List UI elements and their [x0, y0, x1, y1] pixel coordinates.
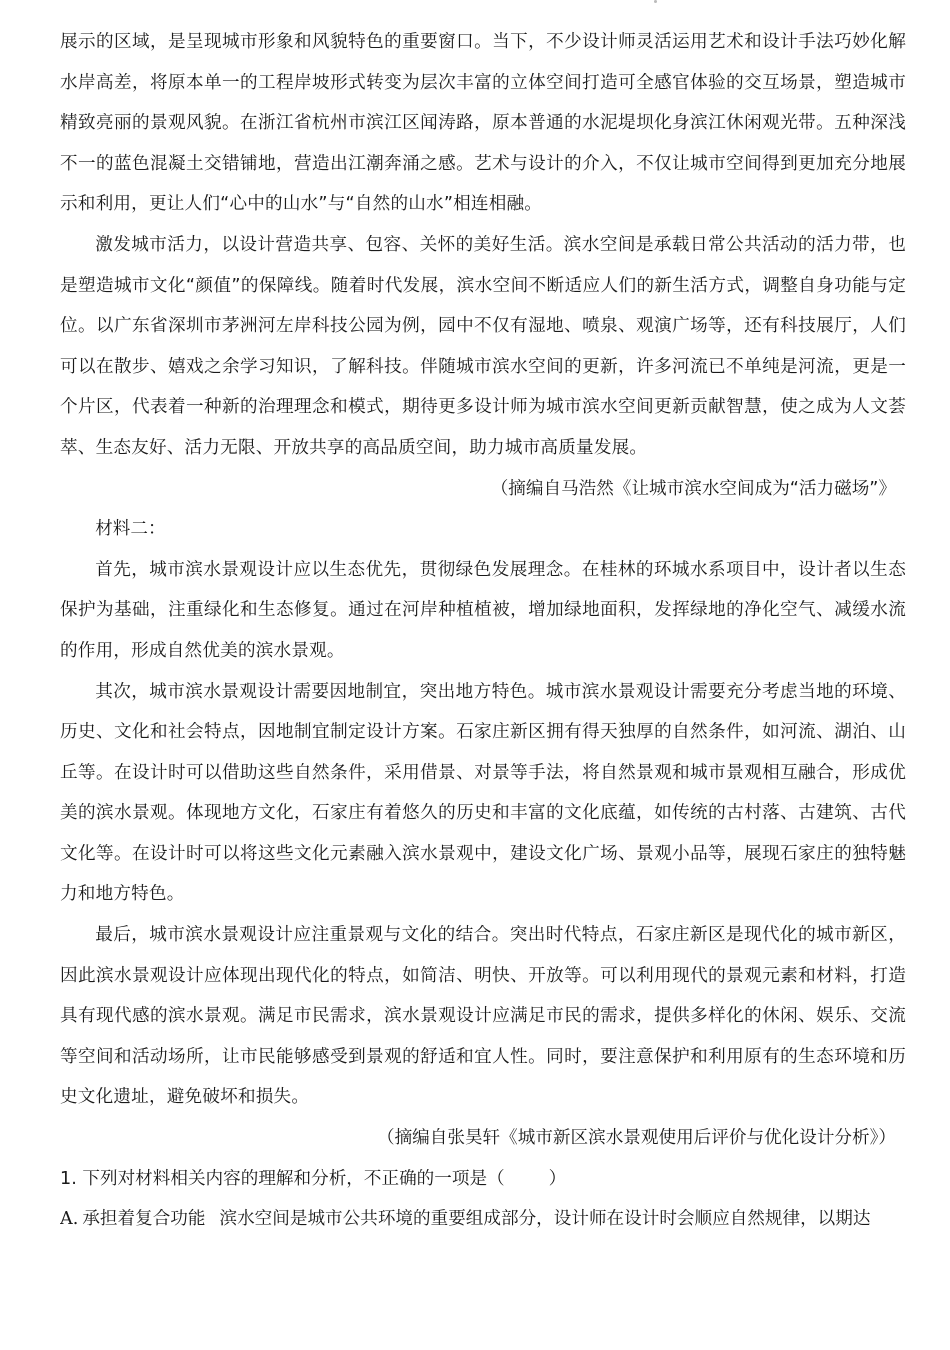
option-a-title: 承担着复合功能 [82, 1209, 206, 1230]
scan-speck [654, 0, 657, 3]
material1-paragraph-2: 激发城市活力，以设计营造共享、包容、关怀的美好生活。滨水空间是承载日常公共活动的活力带，也是塑造城市文化“颜值”的保障线。随着时代发展，滨水空间不断适应人们的新生活方式，调整自身功能与定位。以广东省深圳市茅洲河左岸科技公园为例，园中不仅有湿地、喷泉、观演广场等，还有科技展厅，人们可以在散步、嬉戏之余学习知识，了解科技。伴随城市滨水空间的更新，许多河流已不单纯是河流，更是一个片区，代表着一种新的治理理念和模式，期待更多设计师为城市滨水空间更新贡献智慧，使之成为人文荟萃、生态友好、活力无限、开放共享的高品质空间，助力城市高质量发展。 [60, 234, 906, 458]
option-a-letter: A. [60, 1209, 79, 1230]
question-1-stem [60, 1159, 906, 1200]
material1-source: （摘编自马浩然《让城市滨水空间成为“活力磁场”》 [490, 478, 896, 499]
question-1-option-a [60, 1199, 906, 1240]
document-body [60, 22, 906, 1240]
question-1-stem-text: 1. 下列对材料相关内容的理解和分析，不正确的一项是（ [60, 1168, 505, 1189]
question-1-stem-close: ） [548, 1168, 567, 1189]
material2-source: （摘编自张昊轩《城市新区滨水景观使用后评价与优化设计分析》） [376, 1128, 896, 1149]
option-a-text: 滨水空间是城市公共环境的重要组成部分，设计师在设计时会顺应自然规律，以期达 [219, 1209, 871, 1230]
material1-paragraph-1: 展示的区域，是呈现城市形象和风貌特色的重要窗口。当下，不少设计师灵活运用艺术和设计手法巧妙化解水岸高差，将原本单一的工程岸坡形式转变为层次丰富的立体空间打造可全感官体验的交互场景，塑造城市精致亮丽的景观风貌。在浙江省杭州市滨江区闻涛路，原本普通的水泥堤坝化身滨江休闲观光带。五种深浅不一的蓝色混凝土交错铺地，营造出江潮奔涌之感。艺术与设计的介入，不仅让城市空间得到更加充分地展示和利用，更让人们“心中的山水”与“自然的山水”相连相融。 [60, 32, 906, 215]
material2-paragraph-3: 最后，城市滨水景观设计应注重景观与文化的结合。突出时代特点，石家庄新区是现代化的城市新区，因此滨水景观设计应体现出现代化的特点，如简洁、明快、开放等。可以利用现代的景观元素和材料，打造具有现代感的滨水景观。满足市民需求，滨水景观设计应满足市民的需求，提供多样化的休闲、娱乐、交流等空间和活动场所，让市民能够感受到景观的舒适和宜人性。同时，要注意保护和利用原有的生态环境和历史文化遗址，避免破坏和损失。 [60, 925, 906, 1108]
material2-paragraph-2: 其次，城市滨水景观设计需要因地制宜，突出地方特色。城市滨水景观设计需要充分考虑当地的环境、历史、文化和社会特点，因地制宜制定设计方案。石家庄新区拥有得天独厚的自然条件，如河流、湖泊、山丘等。在设计时可以借助这些自然条件，采用借景、对景等手法，将自然景观和城市景观相互融合，形成优美的滨水景观。体现地方文化，石家庄有着悠久的历史和丰富的文化底蕴，如传统的古村落、古建筑、古代文化等。在设计时可以将这些文化元素融入滨水景观中，建设文化广场、景观小品等，展现石家庄的独特魅力和地方特色。 [60, 681, 906, 905]
material2-heading: 材料二： [95, 519, 166, 540]
material2-paragraph-1: 首先，城市滨水景观设计应以生态优先，贯彻绿色发展理念。在桂林的环城水系项目中，设计者以生态保护为基础，注重绿化和生态修复。通过在河岸种植植被，增加绿地面积，发挥绿地的净化空气、减缓水流的作用，形成自然优美的滨水景观。 [60, 559, 906, 661]
